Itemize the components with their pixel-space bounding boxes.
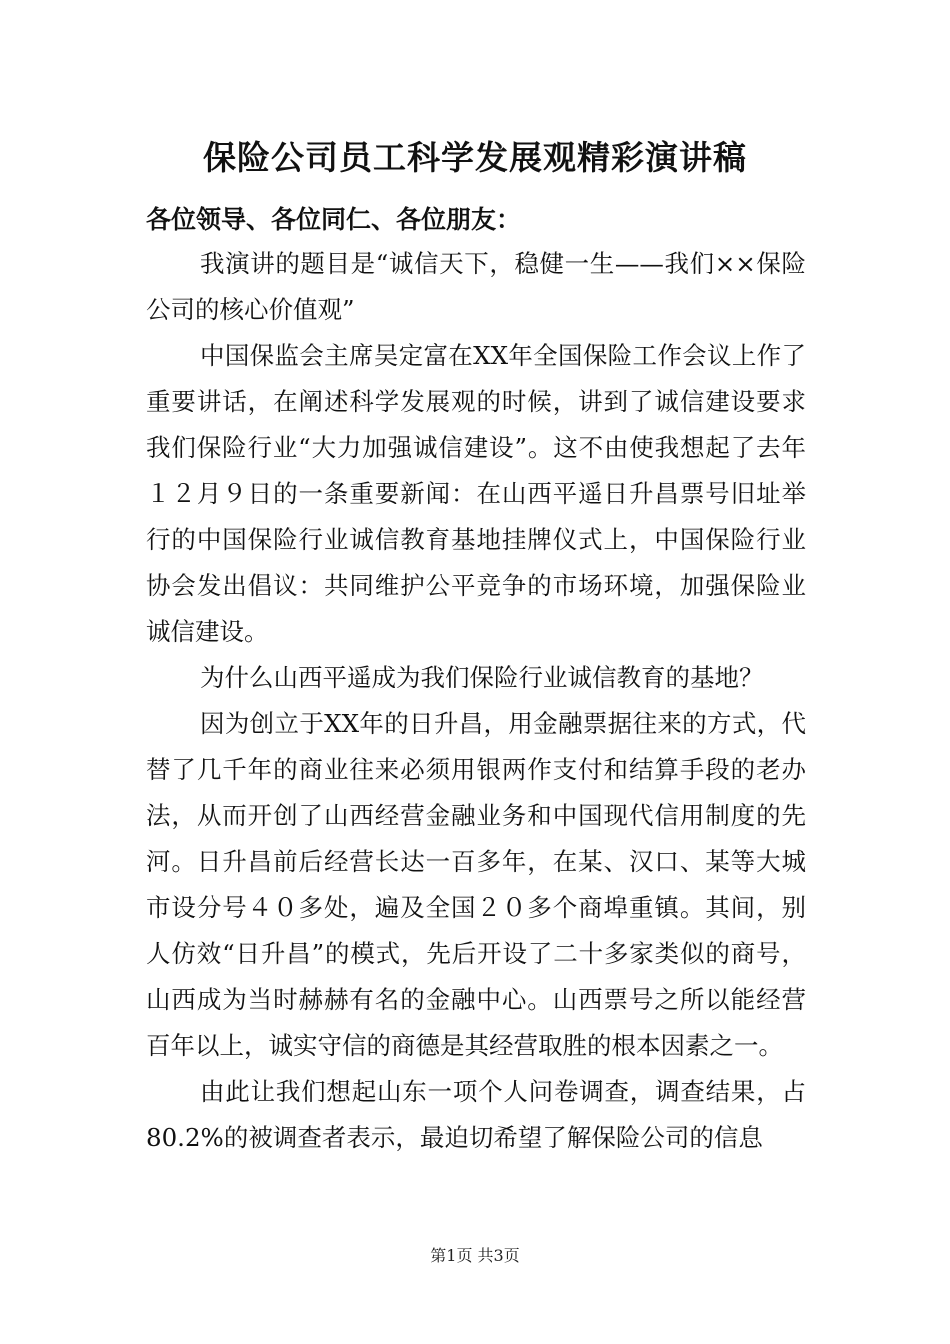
paragraph: 中国保监会主席吴定富在XX年全国保险工作会议上作了重要讲话，在阐述科学发展观的时候，讲到了诚信建设要求我们保险行业“大力加强诚信建设”。这不由使我想起了去年１２月９日的一条重要新闻：在山西平遥日升昌票号旧址举行的中国保险行业诚信教育基地挂牌仪式上，中国保险行业协会发出倡议：共同维护公平竞争的市场环境，加强保险业诚信建设。 <box>146 341 806 646</box>
paragraph: 为什么山西平遥成为我们保险行业诚信教育的基地？ <box>200 663 764 692</box>
paragraph: 我演讲的题目是“诚信天下，稳健一生——我们××保险公司的核心价值观” <box>146 249 806 324</box>
page-footer: 第1页 共3页 <box>430 1246 520 1265</box>
document-body <box>146 241 806 1161</box>
paragraph: 因为创立于XX年的日升昌，用金融票据往来的方式，代替了几千年的商业往来必须用银两作支付和结算手段的老办法，从而开创了山西经营金融业务和中国现代信用制度的先河。日升昌前后经营长达一百多年，在某、汉口、某等大城市设分号４０多处，遍及全国２０多个商埠重镇。其间，别人仿效“日升昌”的模式，先后开设了二十多家类似的商号，山西成为当时赫赫有名的金融中心。山西票号之所以能经营百年以上，诚实守信的商德是其经营取胜的根本因素之一。 <box>146 709 806 1060</box>
salutation: 各位领导、各位同仁、各位朋友： <box>146 205 522 234</box>
paragraph: 由此让我们想起山东一项个人问卷调查，调查结果，占80.2%的被调查者表示，最迫切希望了解保险公司的信息 <box>146 1077 806 1152</box>
document-title: 保险公司员工科学发展观精彩演讲稿 <box>203 138 747 177</box>
